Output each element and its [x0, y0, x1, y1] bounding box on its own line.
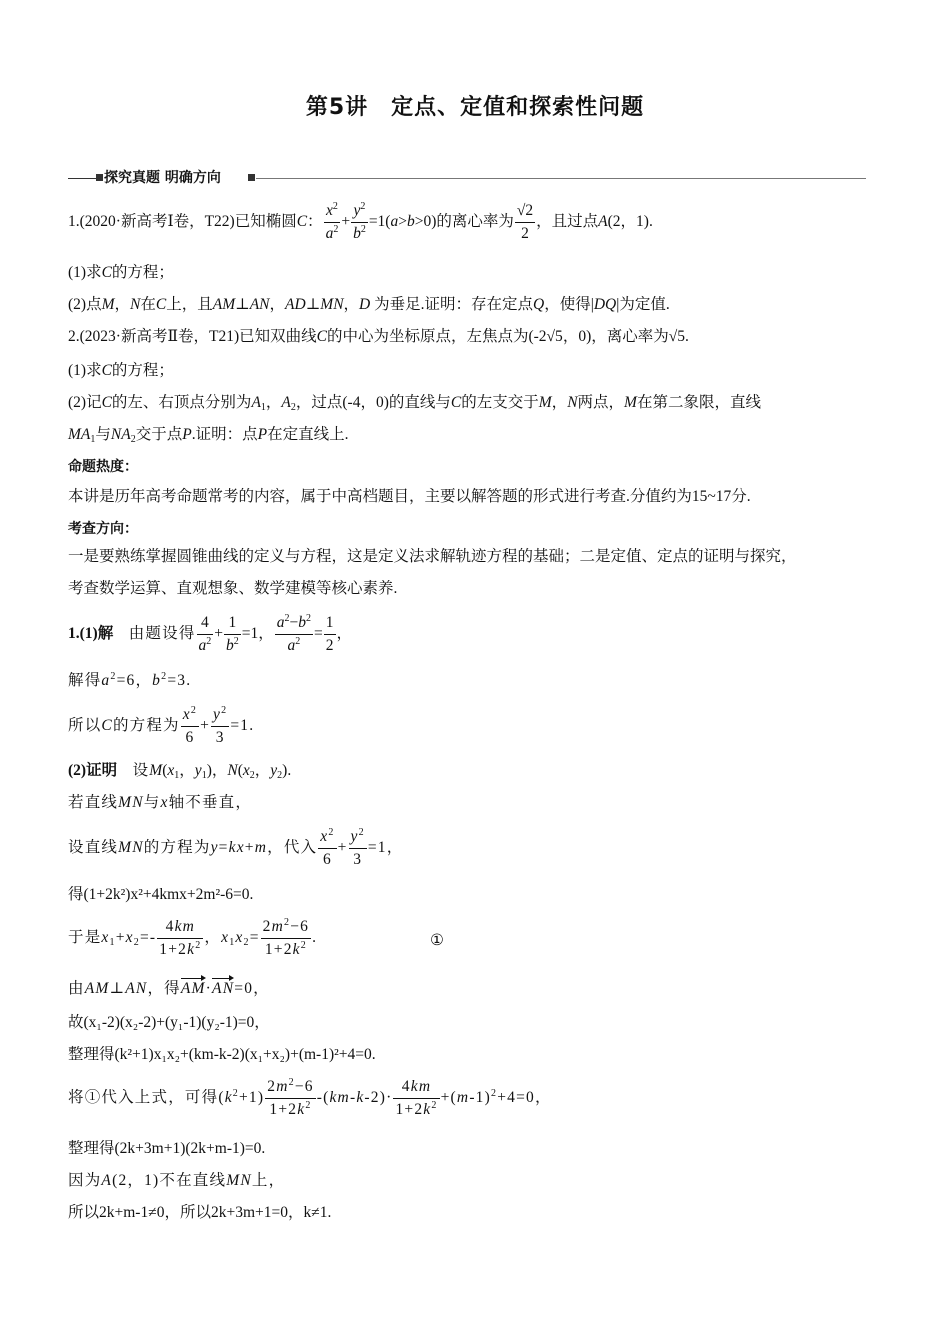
square-icon	[248, 174, 255, 181]
heat-text: 本讲是历年高考命题常考的内容，属于中高档题目，主要以解答题的形式进行考查.分值约为15~17分.	[68, 488, 751, 505]
direction-label: 考查方向：	[68, 521, 138, 537]
direction-text-1: 一是要熟练掌握圆锥曲线的定义与方程，这是定义法求解轨迹方程的基础；二是定值、定点的证明与探究，	[68, 548, 797, 565]
equation-number: ①	[430, 932, 444, 949]
problem-1-q1: (1)求C的方程；	[68, 264, 174, 281]
section-header-text: 探究真题 明确方向	[104, 170, 221, 186]
heat-label: 命题热度：	[68, 459, 138, 475]
header-rule-right	[256, 178, 866, 179]
header-rule-left	[68, 178, 96, 179]
problem-2-q1: (1)求C的方程；	[68, 362, 174, 379]
solution-2-label: (2)证明 设$M(x_1$，$y_1$)，$N(x_2$，$y_2$).	[68, 762, 292, 781]
solution-line-9: 由AM⊥AN，得AM·AN=0，	[68, 978, 270, 1000]
section-header	[68, 168, 866, 188]
solution-1-1: 1.(1)解 由题设得 $\frac{4}{a^2}$ + $\frac{1}{b^2}$ =1， $\frac{a^2-b^2}{a^2}$ = $\frac{1}{2}$ ，	[68, 613, 353, 654]
problem-1: 1.(2020·新高考Ⅰ卷，T22)已知椭圆C： $\frac{x^2}{a^2}$ + $\frac{y^2}{b^2}$ =1(a>b>0)的离心率为 $\frac{√2}{2}$ ，且过点A(2，1).	[68, 201, 653, 242]
solution-line-3: 所以C的方程为 $\frac{x^2}{6}$ + $\frac{y^2}{3}$ =1.	[68, 705, 255, 746]
solution-line-11: 整理得(k²+1)x₁x₂+(km-k-2)(x₁+x₂)+(m-1)²+4=0.	[68, 1046, 376, 1063]
page-title: 第5讲 定点、定值和探索性问题	[305, 95, 645, 120]
solution-line-2: 解得$a^2=6$，$b^2=3$.	[68, 671, 192, 689]
problem-2: 2.(2023·新高考Ⅱ卷，T21)已知双曲线C的中心为坐标原点，左焦点为(-2√5，0)，离心率为√5.	[68, 328, 689, 345]
solution-line-13: 整理得(2k+3m+1)(2k+m-1)=0.	[68, 1140, 266, 1157]
solution-line-15: 所以2k+m-1≠0，所以2k+3m+1=0，k≠1.	[68, 1204, 332, 1221]
solution-line-14: 因为A(2，1)不在直线MN上，	[68, 1172, 286, 1189]
solution-line-8: 于是$x_1+x_2=-$ $\frac{4km}{1+2k^2}$ ，$x_1x_2=$ $\frac{2m^2-6}{1+2k^2}$ .	[68, 917, 318, 958]
solution-line-7: 得(1+2k²)x²+4kmx+2m²-6=0.	[68, 886, 254, 903]
direction-text-2: 考查数学运算、直观想象、数学建模等核心素养.	[68, 580, 398, 597]
solution-line-12: 将①代入上式，可得$(k^2+1)$ $\frac{2m^2-6}{1+2k^2}$ -(km-k-2)· $\frac{4km}{1+2k^2}$ $+(m-1)^2+4=0$，	[68, 1077, 552, 1118]
problem-2-q2: (2)记C的左、右顶点分别为$A_1$，$A_2$，过点(-4，0)的直线与C的左支交于M，N两点，M在第二象限，直线	[68, 394, 761, 413]
square-icon	[96, 174, 103, 181]
solution-line-6: 设直线MN的方程为y=kx+m，代入 $\frac{x^2}{6}$ + $\frac{y^2}{3}$ =1，	[68, 827, 404, 868]
problem-2-q2-cont: $MA_1$与$NA_2$交于点P.证明：点P在定直线上.	[68, 426, 349, 445]
solution-line-5: 若直线MN与x轴不垂直，	[68, 794, 253, 811]
problem-1-q2: (2)点M，N在C上，且AM⊥AN，AD⊥MN，D 为垂足.证明：存在定点Q，使得|DQ|为定值.	[68, 296, 670, 313]
solution-line-10: 故(x₁-2)(x₂-2)+(y₁-1)(y₂-1)=0，	[68, 1014, 270, 1031]
